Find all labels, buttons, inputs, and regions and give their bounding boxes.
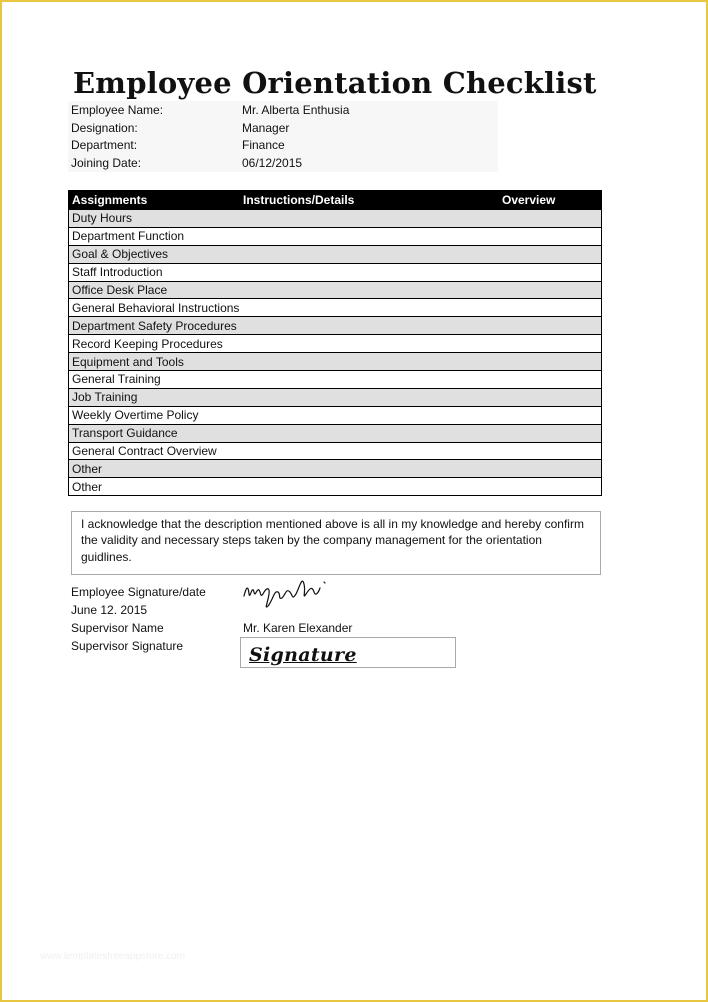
signature-date: June 12. 2015 (71, 603, 148, 617)
supervisor-signature-text: Signature (249, 644, 357, 666)
table-row: Transport Guidance (69, 424, 601, 442)
department-value: Finance (242, 138, 285, 153)
table-row: Department Safety Procedures (69, 316, 601, 334)
page-title: Employee Orientation Checklist (73, 66, 597, 100)
table-row: General Behavioral Instructions (69, 298, 601, 316)
supervisor-name-label: Supervisor Name (71, 621, 164, 635)
info-row-department (68, 136, 498, 154)
table-row: Staff Introduction (69, 263, 601, 281)
header-overview: Overview (502, 193, 556, 207)
supervisor-name-value: Mr. Karen Elexander (243, 621, 353, 635)
table-row: Goal & Objectives (69, 245, 601, 263)
table-row: Duty Hours (69, 209, 601, 227)
header-instructions: Instructions/Details (243, 193, 355, 207)
department-label: Department: (71, 138, 138, 153)
table-header (69, 191, 601, 209)
table-row: General Training (69, 370, 601, 388)
checklist-table (68, 190, 602, 496)
header-assignments: Assignments (72, 193, 148, 207)
info-row-joining-date (68, 154, 498, 172)
table-row: Other (69, 459, 601, 477)
designation-label: Designation: (71, 120, 138, 135)
employee-signature-label: Employee Signature/date (71, 585, 206, 599)
joining-date-value: 06/12/2015 (242, 155, 303, 170)
acknowledgement-box: I acknowledge that the description mentioned above is all in my knowledge and hereby confirm the validity and necessary steps taken by the company management for the orientation guidlines. (71, 511, 601, 575)
table-row: Other (69, 477, 601, 495)
info-row-name (68, 101, 498, 119)
supervisor-signature-label: Supervisor Signature (71, 639, 184, 653)
table-row: Office Desk Place (69, 281, 601, 299)
table-row: Weekly Overtime Policy (69, 406, 601, 424)
employee-info (68, 101, 498, 172)
employee-handwritten-signature (240, 570, 335, 612)
designation-value: Manager (242, 120, 290, 135)
employee-name-label: Employee Name: (71, 102, 164, 117)
table-row: Record Keeping Procedures (69, 334, 601, 352)
table-row: Job Training (69, 388, 601, 406)
supervisor-signature-box (240, 637, 456, 668)
employee-name-value: Mr. Alberta Enthusia (242, 102, 350, 117)
table-row: General Contract Overview (69, 442, 601, 460)
table-row: Equipment and Tools (69, 352, 601, 370)
joining-date-label: Joining Date: (71, 155, 142, 170)
watermark-text: www.templatesfreeappstore.com (40, 951, 186, 962)
table-row: Department Function (69, 227, 601, 245)
info-row-designation (68, 119, 498, 137)
